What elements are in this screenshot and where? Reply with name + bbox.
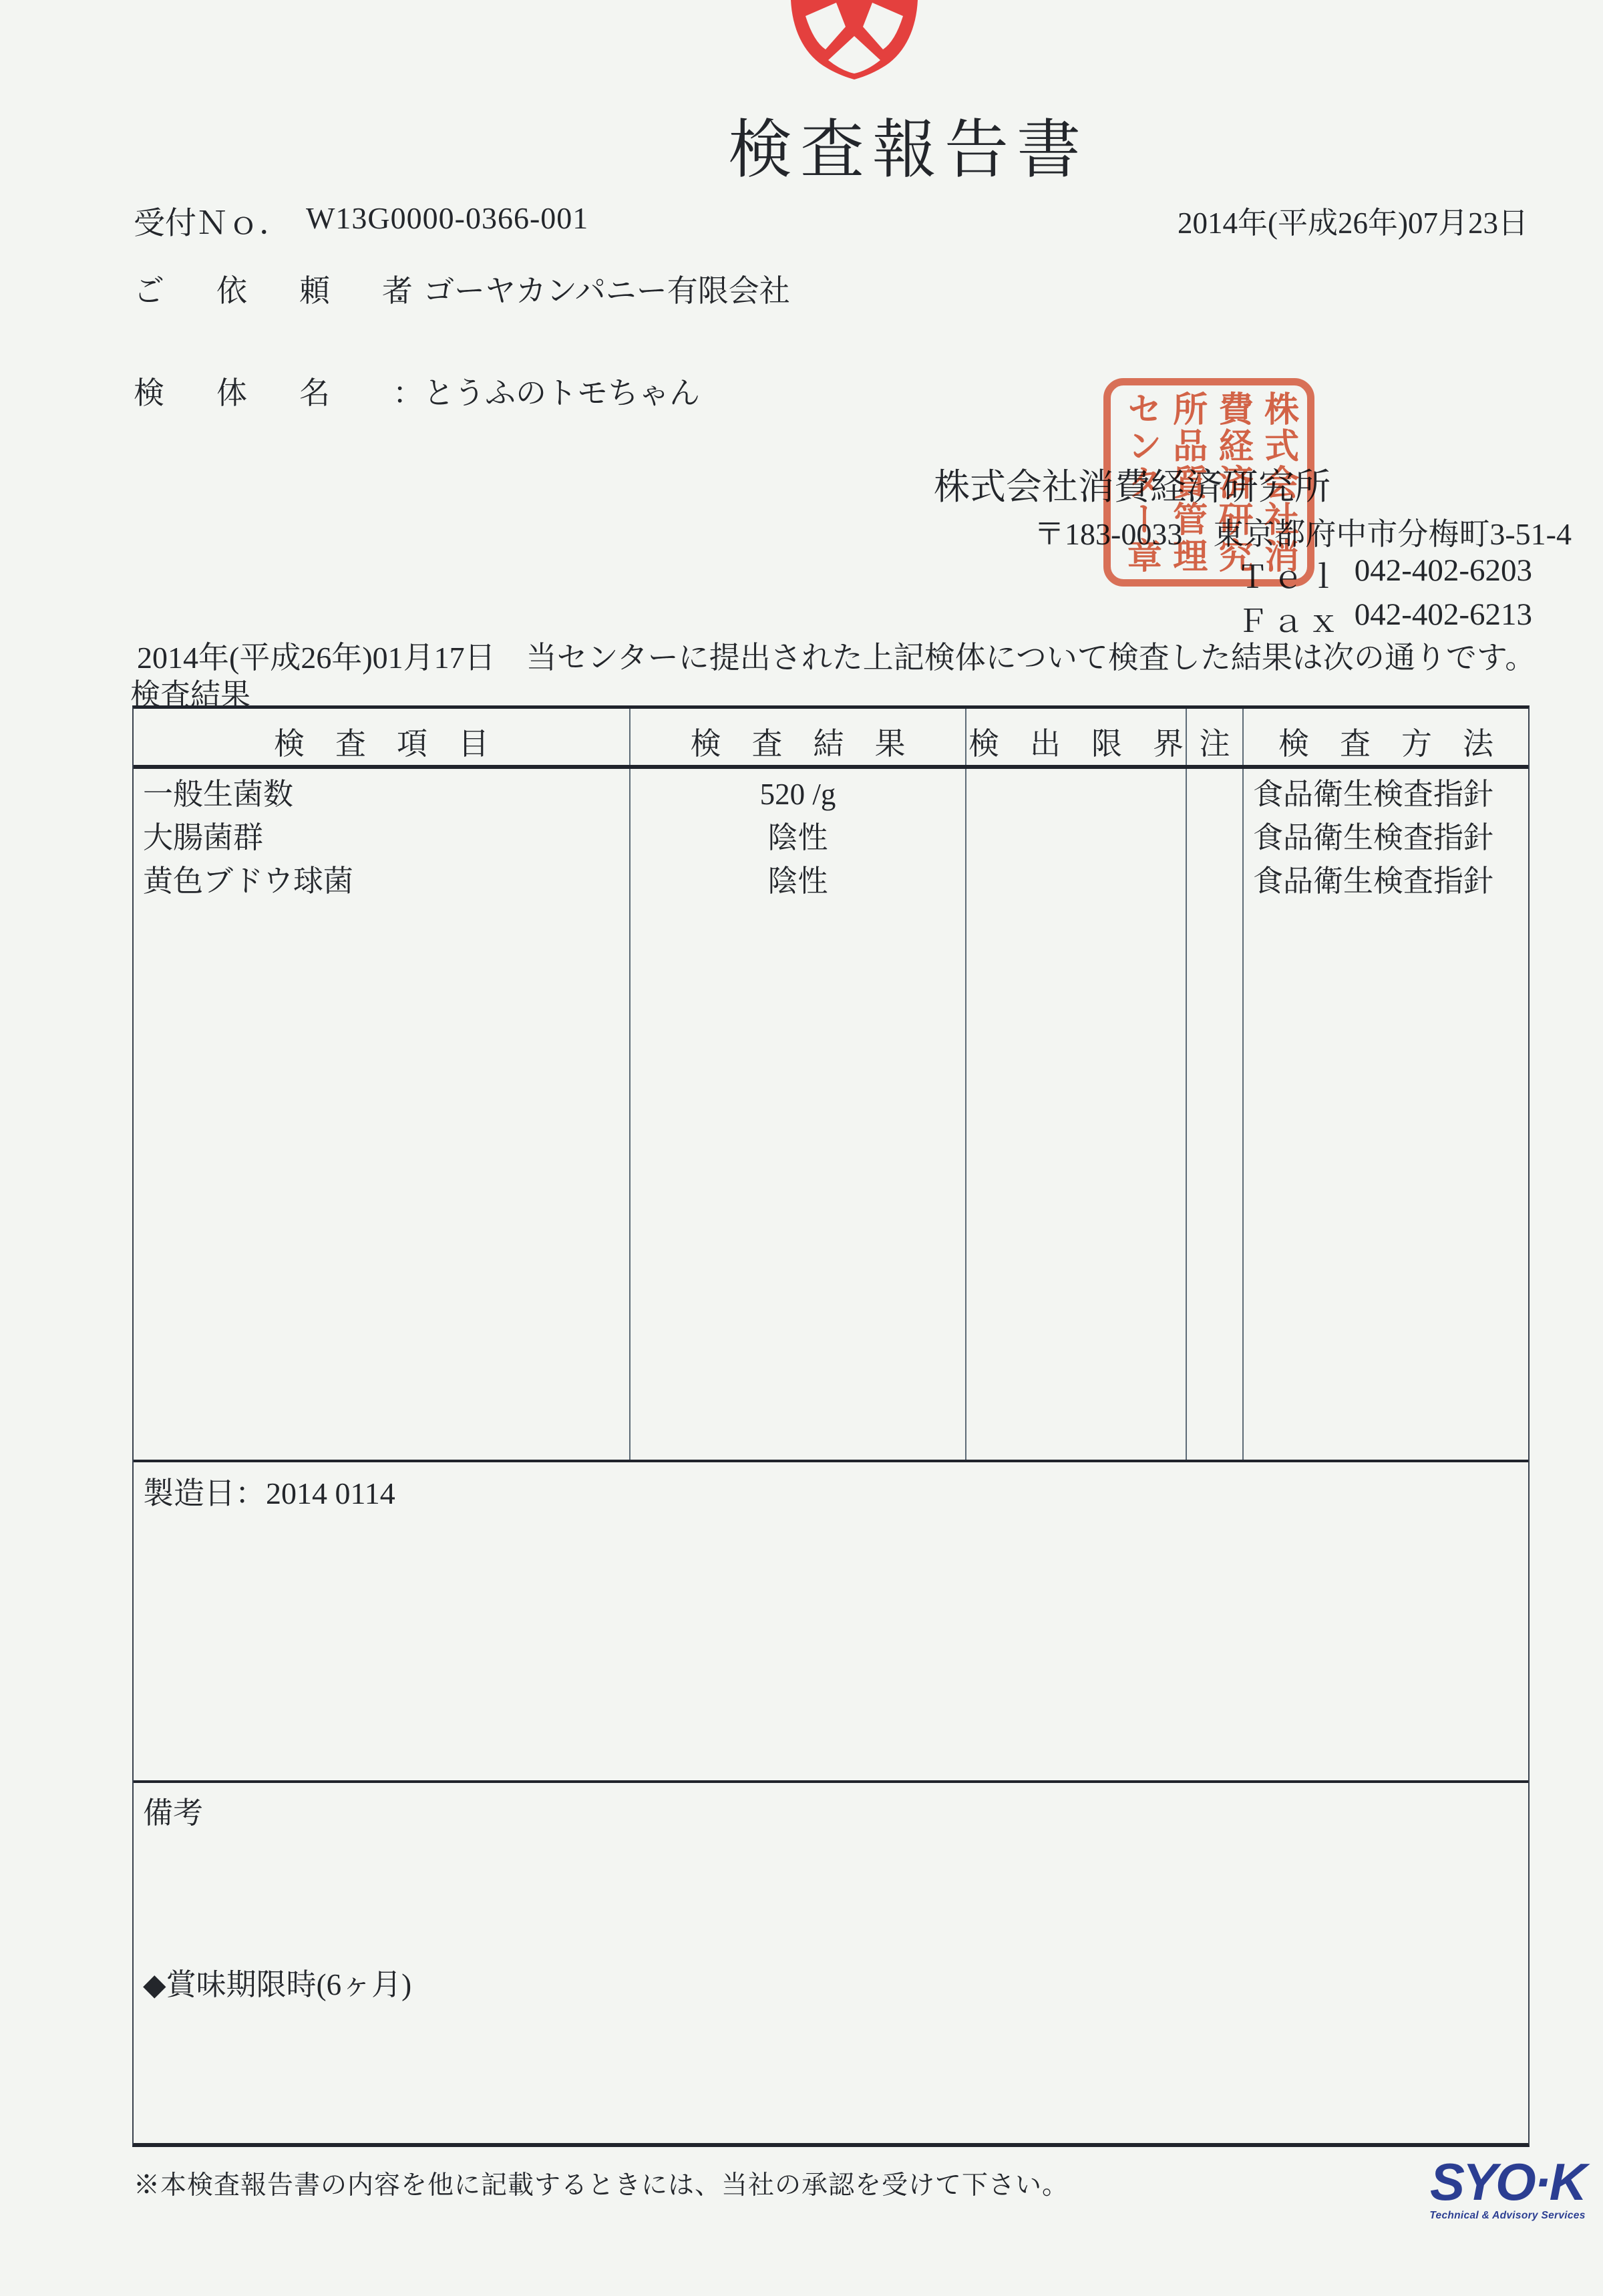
results-table-header [134,709,1528,769]
column-item [134,769,631,1460]
table-cell-method: 食品衛生検査指針 [1253,864,1494,898]
client-name: ：ゴーヤカンパニー有限会社 [393,274,790,308]
report-date: 2014年(平成26年)07月23日 [1178,206,1528,240]
column-method [1244,769,1528,1460]
header-result: 検 査 結 果 [631,709,966,765]
table-cell-result: 520 /g [759,778,836,811]
seal-column: 費経済研究 [1213,390,1252,575]
results-table-body [134,769,1528,1462]
remarks-label: 備考 [143,1796,204,1830]
table-cell-result: 陰性 [767,821,828,854]
header-note: 注 [1187,709,1244,765]
table-cell-result: 陰性 [767,864,828,898]
submission-statement: 2014年(平成26年)01月17日 当センターに提出された上記検体について検査した結果は次の通りです。 [137,641,1536,675]
fax-label: Ｆａｘ [1237,605,1343,639]
tel-label: Ｔｅｌ [1237,560,1343,595]
remarks-section [134,1783,1528,2003]
column-limit [966,769,1187,1460]
header-method: 検 査 方 法 [1278,727,1493,761]
table-cell-item: 大腸菌群 [143,821,264,854]
table-cell-note [1187,860,1242,903]
seal-column: センター章 [1121,390,1160,575]
syok-logo-tagline: Technical & Advisory Services [1429,2209,1586,2221]
shield-logo-icon [780,0,928,80]
sample-name-label: 検 体 名 [134,376,341,410]
results-section-label: 検査結果 [130,678,251,711]
shelf-life-note: ◆賞味期限時(6ヶ月) [143,1968,412,2001]
corporate-seal-stamp [1103,378,1314,587]
page-title: 検査報告書 [728,114,1089,186]
table-cell-method: 食品衛生検査指針 [1253,778,1494,811]
tel-number: 042-402-6203 [1354,553,1532,588]
lab-address: 〒183-0033 東京都府中市分梅町3-51-4 [1034,517,1572,551]
table-cell-limit [966,816,1186,860]
column-note [1187,769,1244,1460]
sample-name-value: ：とうふのトモちゃん [393,376,700,410]
production-date-section [134,1462,1528,1783]
receipt-no-value: W13G0000-0366-001 [306,201,589,235]
seal-column: 株式会社消 [1258,390,1297,575]
seal-column: 所品質管理 [1167,390,1206,575]
syok-logo-text: SYO·K [1429,2152,1586,2211]
fax-number: 042-402-6213 [1354,597,1532,632]
table-cell-limit [966,860,1186,903]
table-cell-note [1187,773,1242,816]
footer-disclaimer: ※本検査報告書の内容を他に記載するときには、当社の承認を受けて下さい。 [134,2171,1069,2200]
lab-company-name: 株式会社消費経済研究所 [934,467,1330,507]
table-cell-note [1187,816,1242,860]
column-result [631,769,966,1460]
table-cell-limit [966,773,1186,816]
client-label: ご 依 頼 者 [134,274,423,308]
syok-logo [1417,2152,1598,2222]
receipt-no-label: 受付Ｎｏ． [134,206,291,241]
results-table [132,705,1530,2147]
table-cell-method: 食品衛生検査指針 [1253,821,1494,854]
header-item: 検 査 項 目 [134,709,631,765]
table-cell-item: 一般生菌数 [143,778,294,811]
header-limit: 検 出 限 界 [966,709,1187,765]
table-cell-item: 黄色ブドウ球菌 [143,864,354,898]
production-date-text: 製造日：2014 0114 [143,1476,395,1510]
